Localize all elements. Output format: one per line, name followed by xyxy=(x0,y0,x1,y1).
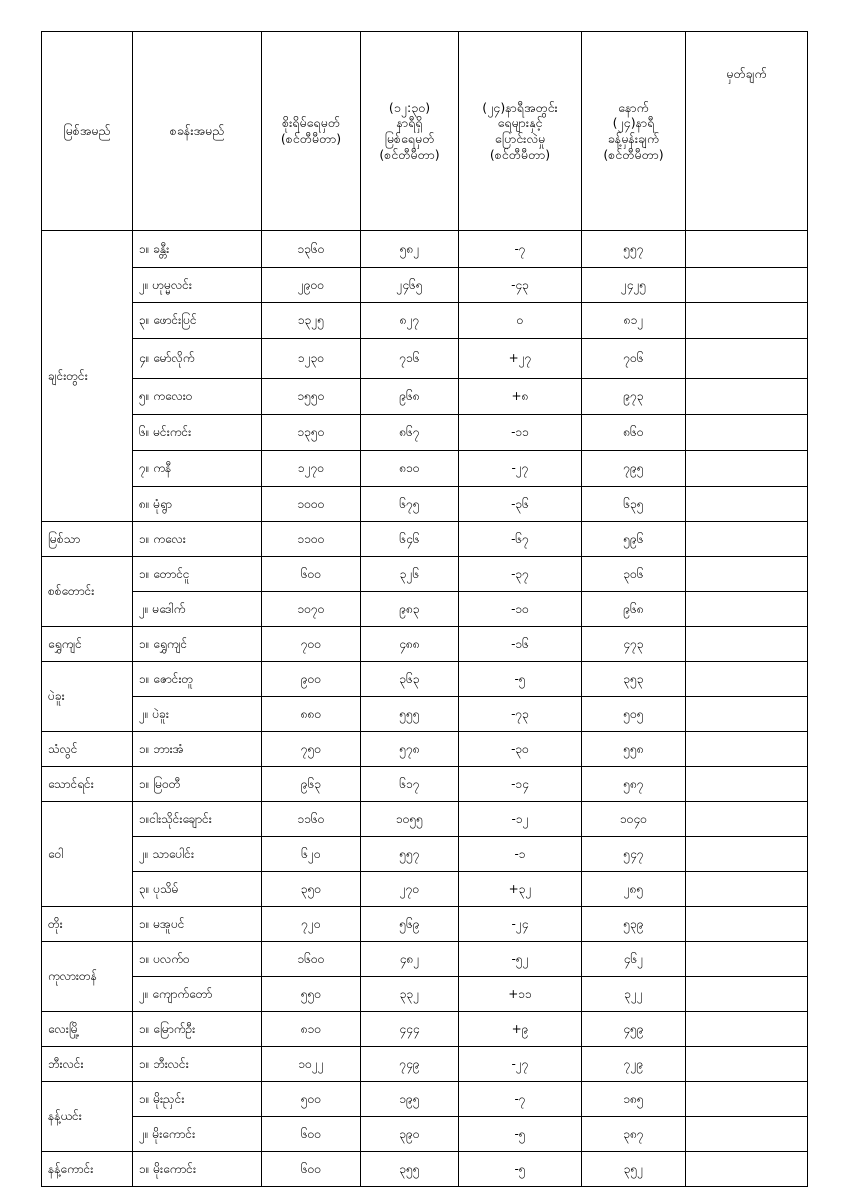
danger-level-cell: ၁၀၂၂ xyxy=(262,1047,361,1082)
water-level-cell: ၈၆၇ xyxy=(361,415,459,451)
remarks-cell xyxy=(686,1012,808,1047)
header-river: မြစ်အမည် xyxy=(42,32,133,231)
remarks-cell xyxy=(686,1082,808,1117)
table-row xyxy=(42,837,808,872)
change-cell: -၁၁ xyxy=(459,415,582,451)
station-name-cell: ၄။ မော်လိုက် xyxy=(133,339,262,379)
station-name-cell: ၁။ မြဝတီ xyxy=(133,767,262,802)
danger-level-cell: ၈၁၀ xyxy=(262,1012,361,1047)
station-name-cell: ၁။ မအူပင် xyxy=(133,907,262,942)
table-row xyxy=(42,268,808,303)
remarks-cell xyxy=(686,231,808,268)
danger-level-cell: ၆၀၀ xyxy=(262,557,361,592)
table-row xyxy=(42,1082,808,1117)
danger-level-cell: ၁၆၀၀ xyxy=(262,942,361,977)
change-cell: +၃၂ xyxy=(459,872,582,907)
danger-level-cell: ၃၅၀ xyxy=(262,872,361,907)
danger-level-cell: ၇၅၀ xyxy=(262,732,361,767)
danger-level-cell: ၉၀၀ xyxy=(262,662,361,697)
water-level-cell: ၅၈၂ xyxy=(361,231,459,268)
danger-level-cell: ၅၅၀ xyxy=(262,977,361,1012)
river-name-cell: ရွှေကျင် xyxy=(42,627,133,662)
change-cell: ၀ xyxy=(459,303,582,339)
danger-level-cell: ၁၀၀၀ xyxy=(262,487,361,522)
table-row xyxy=(42,1047,808,1082)
change-cell: -၃၀ xyxy=(459,732,582,767)
remarks-cell xyxy=(686,1047,808,1082)
table-row xyxy=(42,872,808,907)
change-cell: -၃၇ xyxy=(459,557,582,592)
forecast-cell: ၄၅၉ xyxy=(582,1012,686,1047)
change-cell: -၁၀ xyxy=(459,592,582,627)
change-cell: -၇ xyxy=(459,231,582,268)
change-cell: -၁၄ xyxy=(459,767,582,802)
station-name-cell: ၂။ မိုးကောင်း xyxy=(133,1117,262,1152)
change-cell: +၉ xyxy=(459,1012,582,1047)
change-cell: -၁ xyxy=(459,837,582,872)
table-body xyxy=(42,231,808,1187)
header-danger-level: စိုးရိမ်ရေမှတ် (စင်တီမီတာ) xyxy=(262,32,361,231)
danger-level-cell: ၈၈၀ xyxy=(262,697,361,732)
remarks-cell xyxy=(686,451,808,487)
change-cell: -၂၇ xyxy=(459,451,582,487)
river-name-cell: တိုး xyxy=(42,907,133,942)
table-row xyxy=(42,977,808,1012)
remarks-cell xyxy=(686,977,808,1012)
station-name-cell: ၆။ မင်းကင်း xyxy=(133,415,262,451)
river-name-cell: ကုလားတန် xyxy=(42,942,133,1012)
water-level-cell: ၇၁၆ xyxy=(361,339,459,379)
forecast-cell: ၅၈၇ xyxy=(582,767,686,802)
river-name-cell: ချင်းတွင်း xyxy=(42,231,133,522)
table-header-row xyxy=(42,32,808,231)
station-name-cell: ၁။ မိုးကောင်း xyxy=(133,1152,262,1187)
remarks-cell xyxy=(686,1117,808,1152)
forecast-cell: ၈၁၂ xyxy=(582,303,686,339)
table-row xyxy=(42,662,808,697)
table-row xyxy=(42,732,808,767)
forecast-cell: ၄၇၃ xyxy=(582,627,686,662)
change-cell: -၅၂ xyxy=(459,942,582,977)
table-row xyxy=(42,303,808,339)
remarks-cell xyxy=(686,487,808,522)
water-level-cell: ၄၈၈ xyxy=(361,627,459,662)
river-level-table xyxy=(41,31,808,1187)
change-cell: -၅ xyxy=(459,662,582,697)
forecast-cell: ၃၂၂ xyxy=(582,977,686,1012)
station-name-cell: ၁။ငါးသိုင်းချောင်း xyxy=(133,802,262,837)
water-level-cell: ၈၁၀ xyxy=(361,451,459,487)
forecast-cell: ၇၉၅ xyxy=(582,451,686,487)
change-cell: -၅ xyxy=(459,1117,582,1152)
station-name-cell: ၁။ တောင်ငူ xyxy=(133,557,262,592)
river-name-cell: ပဲခူး xyxy=(42,662,133,732)
forecast-cell: ၇၀၆ xyxy=(582,339,686,379)
change-cell: -၁၆ xyxy=(459,627,582,662)
change-cell: -၄၃ xyxy=(459,268,582,303)
station-name-cell: ၅။ ကလေးဝ xyxy=(133,379,262,415)
station-name-cell: ၁။ မိုးညှင်း xyxy=(133,1082,262,1117)
station-name-cell: ၁။ ရွှေကျင် xyxy=(133,627,262,662)
remarks-cell xyxy=(686,268,808,303)
forecast-cell: ၃၈၇ xyxy=(582,1117,686,1152)
change-cell: -၃၆ xyxy=(459,487,582,522)
remarks-cell xyxy=(686,379,808,415)
water-level-cell: ၄၈၂ xyxy=(361,942,459,977)
water-level-cell: ၃၃၂ xyxy=(361,977,459,1012)
water-level-cell: ၆၁၇ xyxy=(361,767,459,802)
remarks-cell xyxy=(686,802,808,837)
table-row xyxy=(42,379,808,415)
remarks-cell xyxy=(686,767,808,802)
water-level-cell: ၃၂၆ xyxy=(361,557,459,592)
water-level-cell: ၅၅၇ xyxy=(361,837,459,872)
water-level-cell: ၉၈၃ xyxy=(361,592,459,627)
change-cell: -၆၇ xyxy=(459,522,582,557)
water-level-cell: ၃၉၀ xyxy=(361,1117,459,1152)
remarks-cell xyxy=(686,557,808,592)
station-name-cell: ၁။ ပလက်ဝ xyxy=(133,942,262,977)
forecast-cell: ၃၀၆ xyxy=(582,557,686,592)
forecast-cell: ၉၇၃ xyxy=(582,379,686,415)
station-name-cell: ၈။ မုံရွာ xyxy=(133,487,262,522)
river-name-cell: သောင်ရင်း xyxy=(42,767,133,802)
water-level-cell: ၃၅၅ xyxy=(361,1152,459,1187)
table-row xyxy=(42,451,808,487)
water-level-cell: ၅၇၈ xyxy=(361,732,459,767)
forecast-cell: ၅၅၈ xyxy=(582,732,686,767)
station-name-cell: ၇။ ကနီ xyxy=(133,451,262,487)
station-name-cell: ၁။ ကလေး xyxy=(133,522,262,557)
change-cell: +၈ xyxy=(459,379,582,415)
header-forecast: နောက် (၂၄)နာရီ ခန့်မှန်းချက် (စင်တီမီတာ) xyxy=(582,32,686,231)
remarks-cell xyxy=(686,697,808,732)
danger-level-cell: ၁၀၇၀ xyxy=(262,592,361,627)
change-cell: -၅ xyxy=(459,1152,582,1187)
danger-level-cell: ၁၁၀၀ xyxy=(262,522,361,557)
forecast-cell: ၁၈၅ xyxy=(582,1082,686,1117)
table-row xyxy=(42,802,808,837)
river-name-cell: ဝေါ xyxy=(42,802,133,907)
danger-level-cell: ၁၃၅၀ xyxy=(262,415,361,451)
water-level-cell: ၇၄၉ xyxy=(361,1047,459,1082)
water-level-cell: ၂၇၀ xyxy=(361,872,459,907)
header-remarks: မှတ်ချက် xyxy=(686,32,808,231)
remarks-cell xyxy=(686,907,808,942)
forecast-cell: ၅၄၇ xyxy=(582,837,686,872)
remarks-cell xyxy=(686,303,808,339)
remarks-cell xyxy=(686,627,808,662)
change-cell: +၂၇ xyxy=(459,339,582,379)
danger-level-cell: ၆၀၀ xyxy=(262,1152,361,1187)
river-name-cell: နန့်ယင်း xyxy=(42,1082,133,1152)
station-name-cell: ၂။ သာပေါင်း xyxy=(133,837,262,872)
table-row xyxy=(42,487,808,522)
forecast-cell: ၂၄၂၅ xyxy=(582,268,686,303)
forecast-cell: ၇၂၉ xyxy=(582,1047,686,1082)
change-cell: -၂၇ xyxy=(459,1047,582,1082)
danger-level-cell: ၁၂၃၀ xyxy=(262,339,361,379)
change-cell: -၁၂ xyxy=(459,802,582,837)
river-name-cell: ဘီးလင်း xyxy=(42,1047,133,1082)
water-level-cell: ၂၄၆၅ xyxy=(361,268,459,303)
forecast-cell: ၅၀၅ xyxy=(582,697,686,732)
remarks-cell xyxy=(686,732,808,767)
table-row xyxy=(42,942,808,977)
forecast-cell: ၅၉၆ xyxy=(582,522,686,557)
table-row xyxy=(42,1117,808,1152)
remarks-cell xyxy=(686,415,808,451)
table-row xyxy=(42,697,808,732)
change-cell: -၂၄ xyxy=(459,907,582,942)
station-name-cell: ၃။ ဖောင်းပြင် xyxy=(133,303,262,339)
forecast-cell: ၄၆၂ xyxy=(582,942,686,977)
river-name-cell: နန့်ကောင်း xyxy=(42,1152,133,1187)
forecast-cell: ၉၆၈ xyxy=(582,592,686,627)
header-station: စခန်းအမည် xyxy=(133,32,262,231)
water-level-cell: ၅၅၅ xyxy=(361,697,459,732)
table-row xyxy=(42,1012,808,1047)
header-24h-change: (၂၄)နာရီအတွင်း ရေများနှင့် ပြောင်းလဲမှု (စင်တီမီတာ) xyxy=(459,32,582,231)
table-row xyxy=(42,767,808,802)
change-cell: +၁၁ xyxy=(459,977,582,1012)
station-name-cell: ၁။ ဘားအံ xyxy=(133,732,262,767)
water-level-cell: ၈၂၇ xyxy=(361,303,459,339)
station-name-cell: ၁။ ခန္တီး xyxy=(133,231,262,268)
remarks-cell xyxy=(686,592,808,627)
water-level-cell: ၁၀၅၅ xyxy=(361,802,459,837)
danger-level-cell: ၂၉၀၀ xyxy=(262,268,361,303)
danger-level-cell: ၁၂၇၀ xyxy=(262,451,361,487)
water-level-cell: ၄၄၄ xyxy=(361,1012,459,1047)
water-level-cell: ၃၆၃ xyxy=(361,662,459,697)
remarks-cell xyxy=(686,1152,808,1187)
danger-level-cell: ၉၆၃ xyxy=(262,767,361,802)
change-cell: -၇၃ xyxy=(459,697,582,732)
danger-level-cell: ၆၂၀ xyxy=(262,837,361,872)
header-water-level: (၁၂:၃၀) နာရီရှိ မြစ်ရေမှတ် (စင်တီမီတာ) xyxy=(361,32,459,231)
forecast-cell: ၃၅၃ xyxy=(582,662,686,697)
table-row xyxy=(42,415,808,451)
danger-level-cell: ၁၃၂၅ xyxy=(262,303,361,339)
station-name-cell: ၂။ ကျောက်တော် xyxy=(133,977,262,1012)
forecast-cell: ၁၀၄၀ xyxy=(582,802,686,837)
remarks-cell xyxy=(686,837,808,872)
remarks-cell xyxy=(686,339,808,379)
station-name-cell: ၂။ ပဲခူး xyxy=(133,697,262,732)
table-row xyxy=(42,231,808,268)
forecast-cell: ၈၆၀ xyxy=(582,415,686,451)
table-row xyxy=(42,1152,808,1187)
change-cell: -၇ xyxy=(459,1082,582,1117)
forecast-cell: ၃၅၂ xyxy=(582,1152,686,1187)
danger-level-cell: ၁၃၆၀ xyxy=(262,231,361,268)
table-row xyxy=(42,522,808,557)
water-level-cell: ၆၇၅ xyxy=(361,487,459,522)
water-level-cell: ၉၆၈ xyxy=(361,379,459,415)
table-row xyxy=(42,592,808,627)
forecast-cell: ၆၃၅ xyxy=(582,487,686,522)
forecast-cell: ၅၅၇ xyxy=(582,231,686,268)
water-level-cell: ၁၉၅ xyxy=(361,1082,459,1117)
danger-level-cell: ၇၀၀ xyxy=(262,627,361,662)
table-row xyxy=(42,339,808,379)
river-name-cell: စစ်တောင်း xyxy=(42,557,133,627)
forecast-cell: ၂၈၅ xyxy=(582,872,686,907)
station-name-cell: ၁။ ဇောင်းတူ xyxy=(133,662,262,697)
remarks-cell xyxy=(686,872,808,907)
danger-level-cell: ၁၅၅၀ xyxy=(262,379,361,415)
forecast-cell: ၅၃၉ xyxy=(582,907,686,942)
river-name-cell: မြစ်သာ xyxy=(42,522,133,557)
remarks-cell xyxy=(686,942,808,977)
river-level-table-sheet xyxy=(41,31,808,1187)
river-name-cell: သံလွင် xyxy=(42,732,133,767)
table-row xyxy=(42,627,808,662)
station-name-cell: ၁။ မြောက်ဦး xyxy=(133,1012,262,1047)
station-name-cell: ၁။ ဘီးလင်း xyxy=(133,1047,262,1082)
danger-level-cell: ၁၁၆၀ xyxy=(262,802,361,837)
station-name-cell: ၃။ ပုသိမ် xyxy=(133,872,262,907)
water-level-cell: ၅၆၉ xyxy=(361,907,459,942)
river-name-cell: လေးမြို့ xyxy=(42,1012,133,1047)
station-name-cell: ၂။ မဒေါက် xyxy=(133,592,262,627)
danger-level-cell: ၅၀၀ xyxy=(262,1082,361,1117)
danger-level-cell: ၇၂၀ xyxy=(262,907,361,942)
table-row xyxy=(42,907,808,942)
station-name-cell: ၂။ ဟုမ္မလင်း xyxy=(133,268,262,303)
danger-level-cell: ၆၀၀ xyxy=(262,1117,361,1152)
water-level-cell: ၆၄၆ xyxy=(361,522,459,557)
table-row xyxy=(42,557,808,592)
remarks-cell xyxy=(686,522,808,557)
remarks-cell xyxy=(686,662,808,697)
